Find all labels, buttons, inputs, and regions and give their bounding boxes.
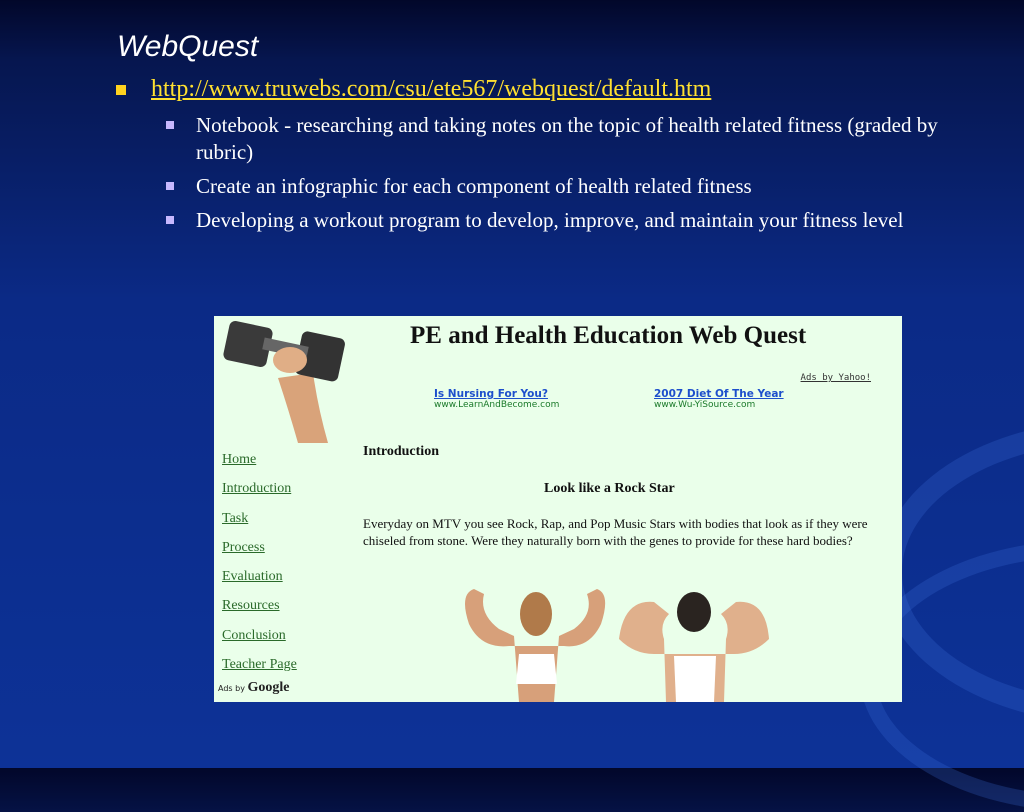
webquest-link[interactable]: http://www.truwebs.com/csu/ete567/webquest/default.htm <box>151 76 712 102</box>
slide-title: WebQuest <box>117 30 259 63</box>
sub-bullet-text: Create an infographic for each component of health related fitness <box>196 174 752 198</box>
sub-bullet-item <box>196 173 986 200</box>
sub-bullet-item <box>196 112 986 166</box>
nav-link-conclusion[interactable]: Conclusion <box>222 627 286 643</box>
section-heading: Introduction <box>363 444 439 459</box>
nav-link-evaluation[interactable]: Evaluation <box>222 569 283 585</box>
ad-url: www.LearnAndBecome.com <box>434 400 560 410</box>
webquest-title: PE and Health Education Web Quest <box>410 322 807 349</box>
webquest-nav <box>222 450 297 684</box>
nav-link-process[interactable]: Process <box>222 539 265 555</box>
ad-title[interactable]: Is Nursing For You? <box>434 388 548 400</box>
square-bullet-icon <box>166 121 174 129</box>
subheading: Look like a Rock Star <box>544 481 675 496</box>
square-bullet-icon <box>116 85 126 95</box>
nav-link-resources[interactable]: Resources <box>222 598 280 614</box>
sub-bullet-item <box>196 207 986 234</box>
woman-flexing-image <box>459 584 609 702</box>
ad-title[interactable]: 2007 Diet Of The Year <box>654 388 784 400</box>
nav-link-home[interactable]: Home <box>222 452 257 467</box>
square-bullet-icon <box>166 182 174 190</box>
dumbbell-arm-icon <box>218 318 358 448</box>
webquest-screenshot <box>214 316 902 702</box>
nav-link-task[interactable]: Task <box>222 510 249 526</box>
ads-by-google[interactable] <box>218 680 289 696</box>
nav-link-introduction[interactable]: Introduction <box>222 481 292 497</box>
square-bullet-icon <box>166 216 174 224</box>
nav-link-teacher-page[interactable]: Teacher Page <box>222 657 297 673</box>
ad-item[interactable] <box>654 388 784 410</box>
ad-url: www.Wu-YiSource.com <box>654 400 756 410</box>
man-flexing-image <box>614 584 774 702</box>
sub-bullet-text: Notebook - researching and taking notes on the topic of health related fitness (graded by rubric) <box>196 113 938 164</box>
google-logo: Google <box>247 680 290 695</box>
ads-by-label: Ads by <box>218 684 245 693</box>
bullet-link-item <box>151 76 711 103</box>
sub-bullet-text: Developing a workout program to develop, improve, and maintain your fitness level <box>196 208 904 232</box>
ad-item[interactable] <box>434 388 559 410</box>
intro-paragraph: Everyday on MTV you see Rock, Rap, and Pop Music Stars with bodies that look as if they were chiseled from stone. Were they naturally born with the genes to provide for these hard bodies? <box>363 516 868 548</box>
ads-by-yahoo-link[interactable]: Ads by Yahoo! <box>800 373 871 383</box>
